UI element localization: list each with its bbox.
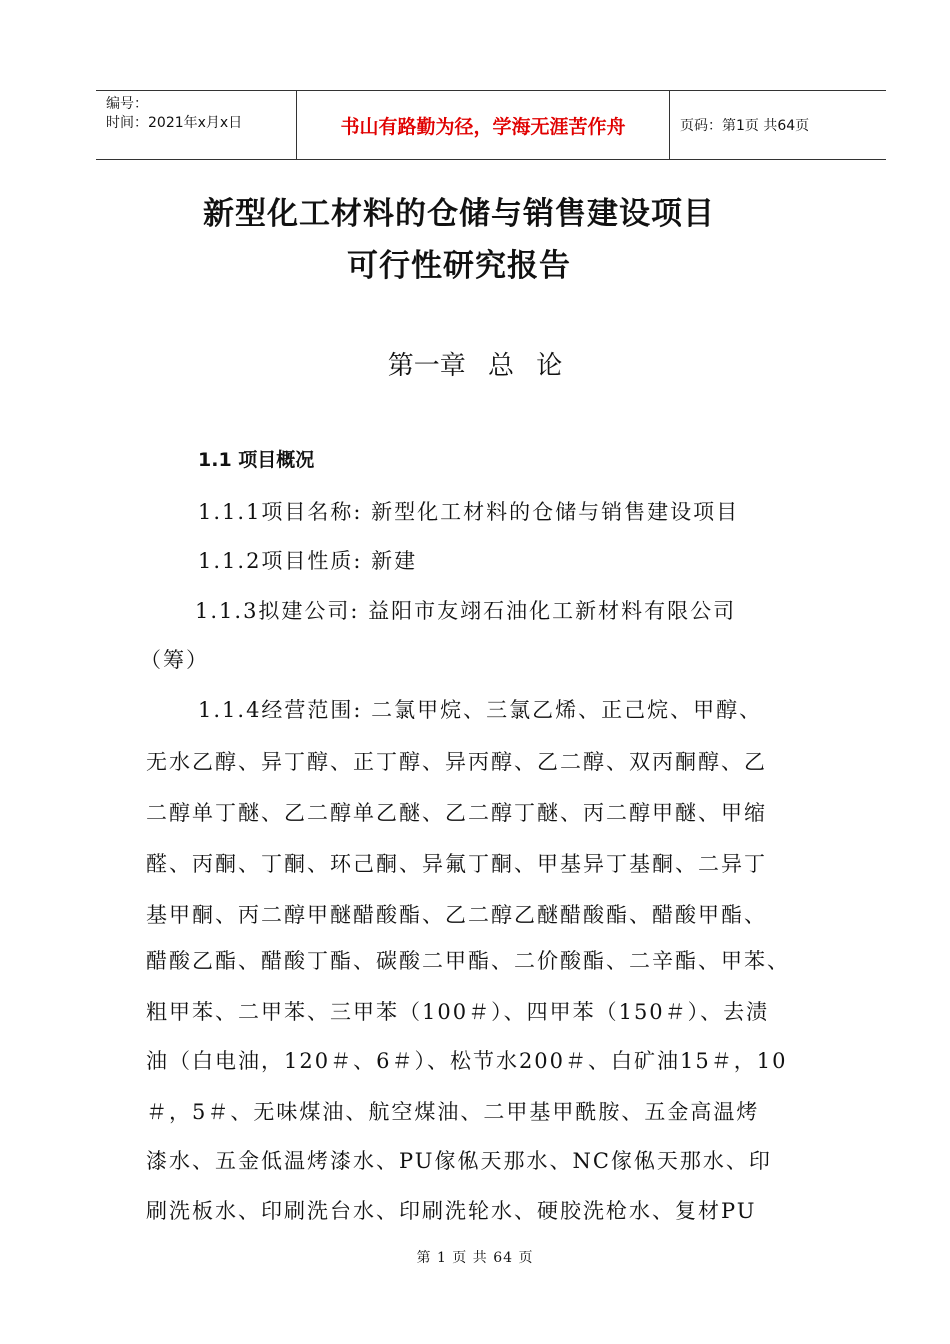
body-line: 无水乙醇、异丁醇、正丁醇、异丙醇、乙二醇、双丙酮醇、乙 (146, 750, 767, 774)
body-line: 1.1.3拟建公司: 益阳市友翊石油化工新材料有限公司 (195, 599, 737, 623)
body-line: 漆水、五金低温烤漆水、PU傢俬天那水、NC傢俬天那水、印 (146, 1149, 772, 1173)
body-line: 刷洗板水、印刷洗台水、印刷洗轮水、硬胶洗枪水、复材PU (146, 1199, 757, 1223)
body-line: 1.1.1项目名称: 新型化工材料的仓储与销售建设项目 (198, 500, 740, 524)
header-motto: 书山有路勤为径，学海无涯苦作舟 (297, 91, 670, 159)
document-title-line1: 新型化工材料的仓储与销售建设项目 (203, 196, 715, 232)
body-line: 粗甲苯、二甲苯、三甲苯（100＃）、四甲苯（150＃）、去渍 (146, 1000, 770, 1024)
body-line: 基甲酮、丙二醇甲醚醋酸酯、乙二醇乙醚醋酸酯、醋酸甲酯、 (146, 903, 767, 927)
body-line: 醋酸乙酯、醋酸丁酯、碳酸二甲酯、二价酸酯、二辛酯、甲苯、 (146, 949, 790, 973)
body-line: 1.1.4经营范围: 二氯甲烷、三氯乙烯、正己烷、甲醇、 (198, 698, 763, 722)
body-line: 二醇单丁醚、乙二醇单乙醚、乙二醇丁醚、丙二醇甲醚、甲缩 (146, 801, 767, 825)
document-time: 时间：2021年x月x日 (106, 115, 243, 131)
body-line: 油（白电油，120＃、6＃）、松节水200＃、白矿油15＃，10 (146, 1049, 788, 1073)
chapter-heading: 第一章 总 论 (387, 351, 563, 381)
header-meta (96, 91, 297, 159)
body-line: ＃，5＃、无味煤油、航空煤油、二甲基甲酰胺、五金高温烤 (146, 1100, 760, 1124)
header-page-info: 页码：第1页 共64页 (680, 118, 810, 134)
document-number: 编号： (106, 96, 148, 112)
body-line: （筹） (140, 648, 209, 672)
page-header (96, 90, 886, 160)
section-heading: 1.1 项目概况 (198, 449, 315, 471)
body-line: 1.1.2项目性质: 新建 (198, 549, 418, 573)
page-footer: 第 1 页 共 64 页 (416, 1250, 534, 1266)
body-line: 醛、丙酮、丁酮、环己酮、异氟丁酮、甲基异丁基酮、二异丁 (146, 852, 767, 876)
document-title-line2: 可行性研究报告 (347, 248, 571, 284)
